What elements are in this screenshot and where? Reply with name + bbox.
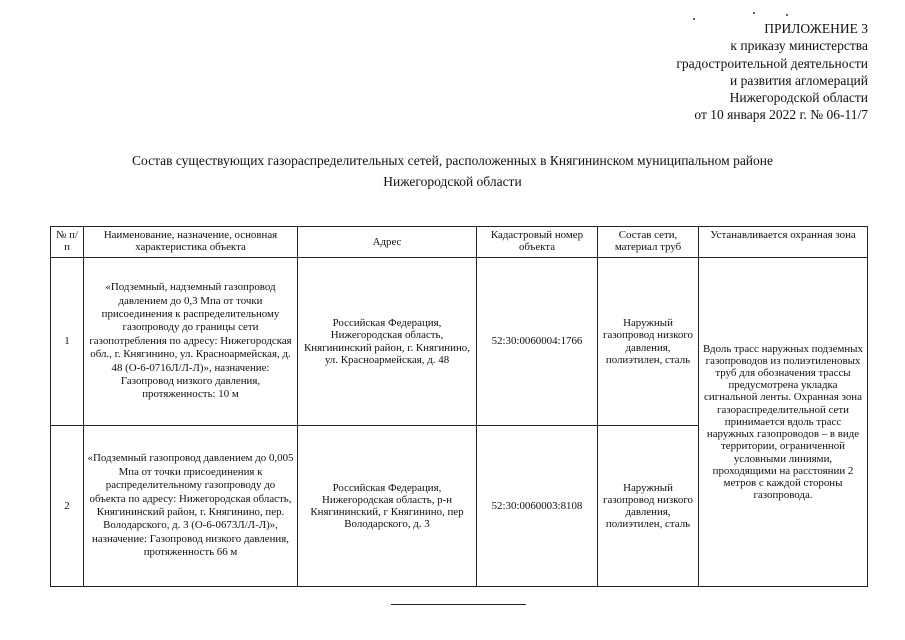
- scan-speck: [753, 12, 755, 14]
- row-number: 2: [51, 426, 84, 587]
- appendix-block: [676, 20, 868, 124]
- protection-zone: Вдоль трасс наружных подземных газопроводов из полиэтиленовых труб для обозначения трассы предусмотрена укладка сигнальной ленты. Охранная зона газораспределительной сети принимается вдоль трасс наружных газопроводов – в виде территории, ограниченной условными линиями, проходящими на расстоянии 2 метров с каждой стороны газопровода.: [699, 258, 868, 587]
- row-number: 1: [51, 258, 84, 426]
- cadastral-number: 52:30:0060003:8108: [477, 426, 598, 587]
- appendix-title: ПРИЛОЖЕНИЕ 3: [764, 21, 868, 36]
- footnote-divider: [391, 604, 526, 605]
- header-material: Состав сети, материал труб: [598, 227, 699, 258]
- cadastral-number: 52:30:0060004:1766: [477, 258, 598, 426]
- object-description: «Подземный газопровод давлением до 0,005 Мпа от точки присоединения к распределительному газопроводу до объекта по адресу: Нижегородская область, Княгининский район, г. Княгинино, пер. Володарского, д. 3 (О-6-0673Л/Л-Л)», назначение: Газопровод низкого давления, протяженность 66 м: [84, 426, 298, 587]
- gas-networks-table: [50, 226, 868, 587]
- network-material: Наружный газопровод низкого давления, полиэтилен, сталь: [598, 258, 699, 426]
- object-description: «Подземный, надземный газопровод давлением до 0,3 Мпа от точки присоединения к распределительному газопроводу до границы сети газопотребления по адресу: Нижегородская обл., г. Княгинино, ул. Красноармейская, д. 48 (О-6-0716Л/Л-Л)», назначение: Газопровод низкого давления, протяженность: 10 м: [84, 258, 298, 426]
- header-address: Адрес: [298, 227, 477, 258]
- appendix-line: градостроительной деятельности: [676, 55, 868, 71]
- appendix-line: и развития агломераций: [729, 72, 868, 88]
- object-address: Российская Федерация, Нижегородская область, р-н Княгининский, г Княгинино, пер Володарского, д. 3: [298, 426, 477, 587]
- network-material: Наружный газопровод низкого давления, полиэтилен, сталь: [598, 426, 699, 587]
- appendix-line: Нижегородской области: [729, 90, 868, 106]
- scan-speck: [786, 14, 788, 16]
- appendix-date: от 10 января 2022 г. № 06-11/7: [694, 107, 868, 123]
- header-num: № п/п: [51, 227, 84, 258]
- table-row: [51, 258, 868, 426]
- title-line-1: Состав существующих газораспределительных сетей, расположенных в Княгининском муниципальном районе: [131, 153, 773, 168]
- header-cadastral: Кадастровый номер объекта: [477, 227, 598, 258]
- title-line-2: Нижегородской области: [383, 174, 522, 189]
- appendix-line: к приказу министерства: [730, 38, 868, 54]
- header-name: Наименование, назначение, основная характеристика объекта: [84, 227, 298, 258]
- document-title: [0, 150, 905, 192]
- header-zone: Устанавливается охранная зона: [699, 227, 868, 258]
- table-header-row: [51, 227, 868, 258]
- object-address: Российская Федерация, Нижегородская область, Княгининский район, г. Княгинино, ул. Красноармейская, д. 48: [298, 258, 477, 426]
